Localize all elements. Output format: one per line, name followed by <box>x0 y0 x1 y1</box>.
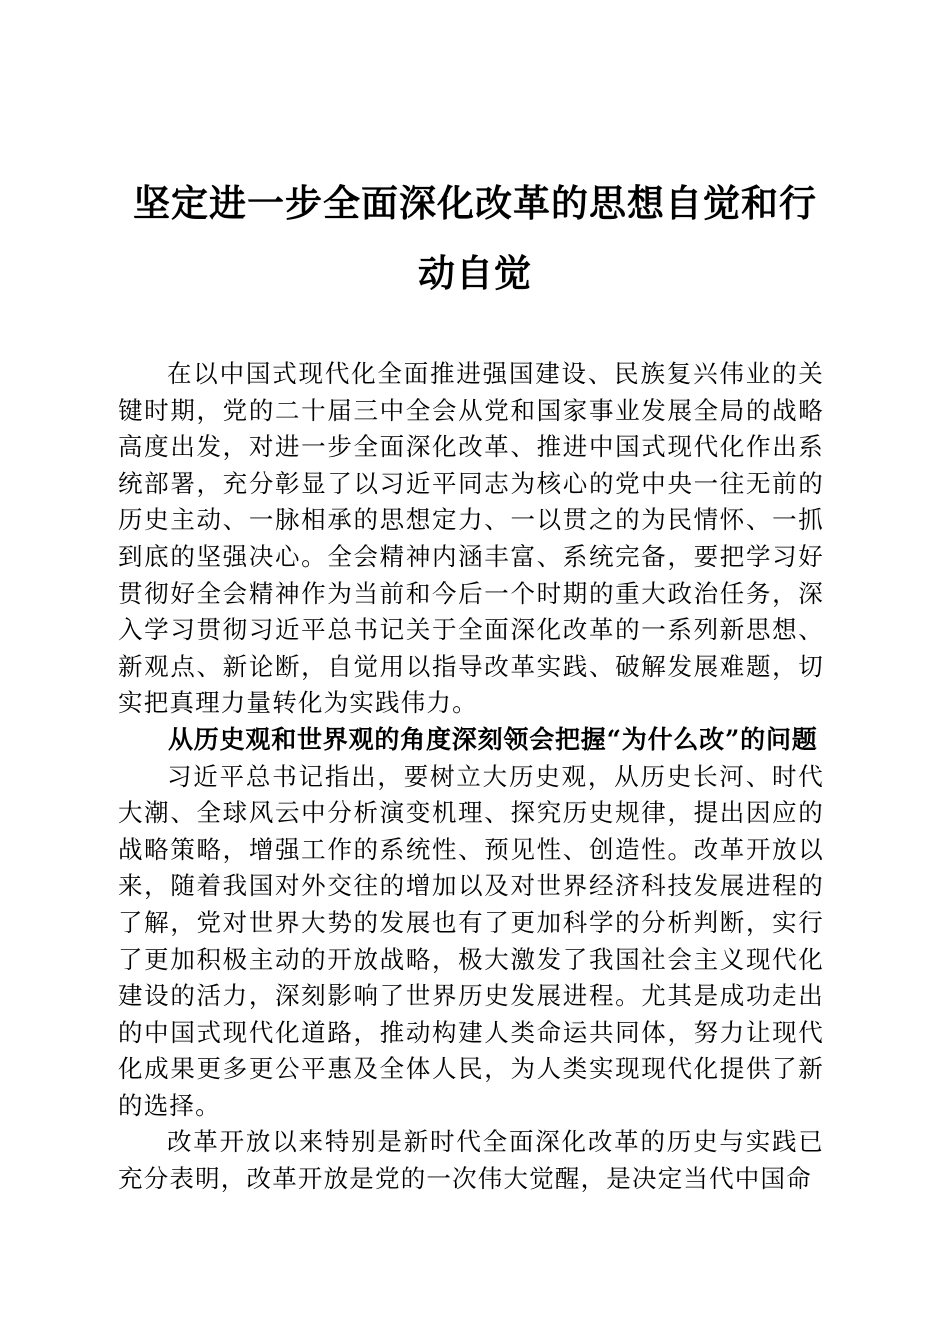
document-body <box>118 356 824 1198</box>
document-title: 坚定进一步全面深化改革的思想自觉和行动自觉 <box>133 181 817 295</box>
section-heading: 从历史观和世界观的角度深刻领会把握“为什么改”的问题 <box>168 724 818 754</box>
paragraph: 习近平总书记指出，要树立大历史观，从历史长河、时代大潮、全球风云中分析演变机理、探究历史规律，提出因应的战略策略，增强工作的系统性、预见性、创造性。改革开放以来，随着我国对外交往的增加以及对世界经济科技发展进程的了解，党对世界大势的发展也有了更加科学的分析判断，实行了更加积极主动的开放战略，极大激发了我国社会主义现代化建设的活力，深刻影响了世界历史发展进程。尤其是成功走出的中国式现代化道路，推动构建人类命运共同体，努力让现代化成果更多更公平惠及全体人民，为人类实现现代化提供了新的选择。 <box>118 761 824 1120</box>
paragraph: 在以中国式现代化全面推进强国建设、民族复兴伟业的关键时期，党的二十届三中全会从党和国家事业发展全局的战略高度出发，对进一步全面深化改革、推进中国式现代化作出系统部署，充分彰显了以习近平同志为核心的党中央一往无前的历史主动、一脉相承的思想定力、一以贯之的为民情怀、一抓到底的坚强决心。全会精神内涵丰富、系统完备，要把学习好贯彻好全会精神作为当前和今后一个时期的重大政治任务，深入学习贯彻习近平总书记关于全面深化改革的一系列新思想、新观点、新论断，自觉用以指导改革实践、破解发展难题，切实把真理力量转化为实践伟力。 <box>118 359 824 718</box>
paragraph: 改革开放以来特别是新时代全面深化改革的历史与实践已充分表明，改革开放是党的一次伟大觉醒，是决定当代中国命 <box>118 1127 824 1194</box>
